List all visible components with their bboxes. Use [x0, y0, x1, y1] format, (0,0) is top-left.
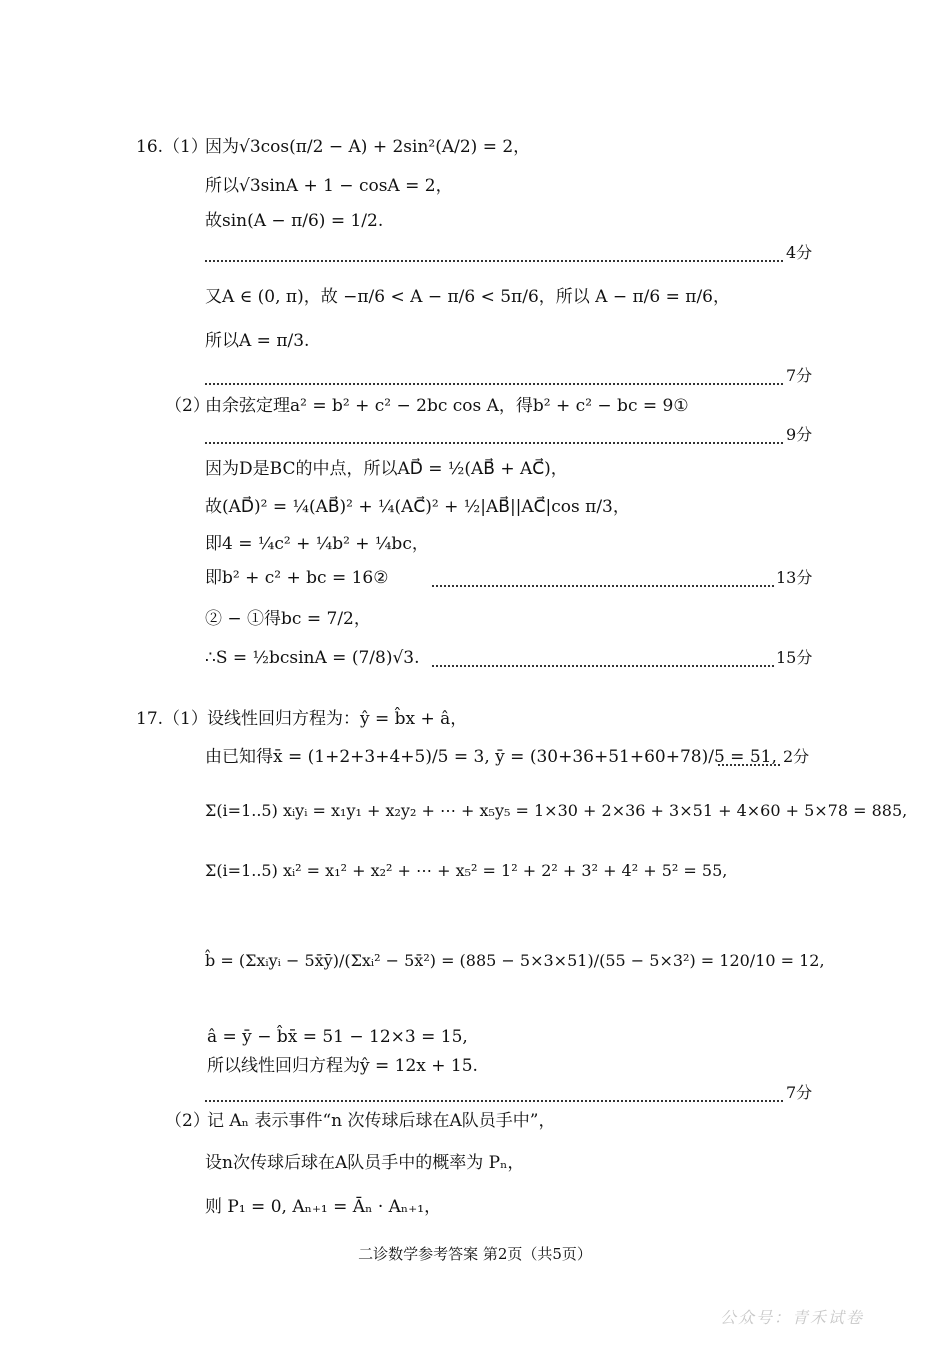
watermark: 公众号：青禾试卷 — [720, 1308, 865, 1327]
q17-number: 17.（1） — [136, 709, 208, 729]
q17-line-6: â = ȳ − b̂x̄ = 51 − 12×3 = 15, — [207, 1027, 468, 1047]
score-mark: 13分 — [776, 568, 813, 587]
q16-number: 16.（1） — [136, 137, 208, 157]
q16-line-4: 又A ∈ (0, π)，故 −π/6 < A − π/6 < 5π/6，所以 A − π/6 = π/6， — [205, 287, 730, 307]
dotted-leader — [718, 742, 780, 766]
q16-part2-label: （2） — [165, 396, 210, 416]
q17-part2-label: （2） — [165, 1111, 210, 1131]
q17-line-9: 设n次传球后球在A队员手中的概率为 Pₙ， — [205, 1153, 525, 1173]
q16-line-11: ② − ①得bc = 7/2， — [205, 609, 371, 629]
q17-line-3: Σ(i=1..5) xᵢyᵢ = x₁y₁ + x₂y₂ + ⋯ + x₅y₅ = 1×30 + 2×36 + 3×51 + 4×60 + 5×78 = 885, — [205, 801, 908, 820]
dotted-leader — [205, 420, 783, 444]
q16-line-10: 即b² + c² + bc = 16② — [205, 568, 389, 588]
dotted-leader — [205, 361, 783, 385]
q16-line-1: 因为√3cos(π/2 − A) + 2sin²(A/2) = 2， — [205, 137, 531, 157]
q16-line-6: 由余弦定理a² = b² + c² − 2bc cos A，得b² + c² − bc = 9① — [205, 396, 689, 416]
score-mark: 7分 — [786, 366, 813, 385]
q17-line-5: b̂ = (Σxᵢyᵢ − 5x̄ȳ)/(Σxᵢ² − 5x̄²) = (885 − 5×3×51)/(55 − 5×3²) = 120/10 = 12, — [205, 951, 825, 970]
score-mark: 15分 — [776, 648, 813, 667]
dotted-leader — [205, 238, 783, 262]
score-mark: 7分 — [786, 1083, 813, 1102]
q16-line-2: 所以√3sinA + 1 − cosA = 2， — [205, 176, 453, 196]
q17-line-2: 由已知得x̄ = (1+2+3+4+5)/5 = 3, ȳ = (30+36+51+60+78)/5 = 51, — [205, 747, 777, 767]
score-mark: 4分 — [786, 243, 813, 262]
dotted-leader — [432, 563, 774, 587]
q16-line-3: 故sin(A − π/6) = 1/2. — [205, 211, 384, 231]
q17-line-1: 设线性回归方程为：ŷ = b̂x + â， — [207, 709, 468, 729]
q17-line-4: Σ(i=1..5) xᵢ² = x₁² + x₂² + ⋯ + x₅² = 1² + 2² + 3² + 4² + 5² = 55, — [205, 861, 728, 880]
q17-line-8: 记 Aₙ 表示事件“n 次传球后球在A队员手中”， — [207, 1111, 556, 1131]
q16-line-5: 所以A = π/3. — [205, 331, 310, 351]
dotted-leader — [432, 643, 774, 667]
q16-line-12: ∴S = ½bcsinA = (7/8)√3. — [205, 648, 420, 668]
score-mark: 2分 — [783, 747, 810, 766]
dotted-leader — [205, 1078, 783, 1102]
q16-line-8: 故(AD⃗)² = ¼(AB⃗)² + ¼(AC⃗)² + ½|AB⃗||AC⃗|cos π/3， — [205, 497, 630, 517]
q17-line-10: 则 P₁ = 0, Aₙ₊₁ = Āₙ · Aₙ₊₁， — [205, 1197, 442, 1217]
q16-line-7: 因为D是BC的中点，所以AD⃗ = ½(AB⃗ + AC⃗)， — [205, 459, 568, 479]
score-mark: 9分 — [786, 425, 813, 444]
page-footer: 二诊数学参考答案 第2页（共5页） — [358, 1245, 592, 1263]
q17-line-7: 所以线性回归方程为ŷ = 12x + 15. — [207, 1056, 478, 1076]
q16-line-9: 即4 = ¼c² + ¼b² + ¼bc， — [205, 534, 429, 554]
